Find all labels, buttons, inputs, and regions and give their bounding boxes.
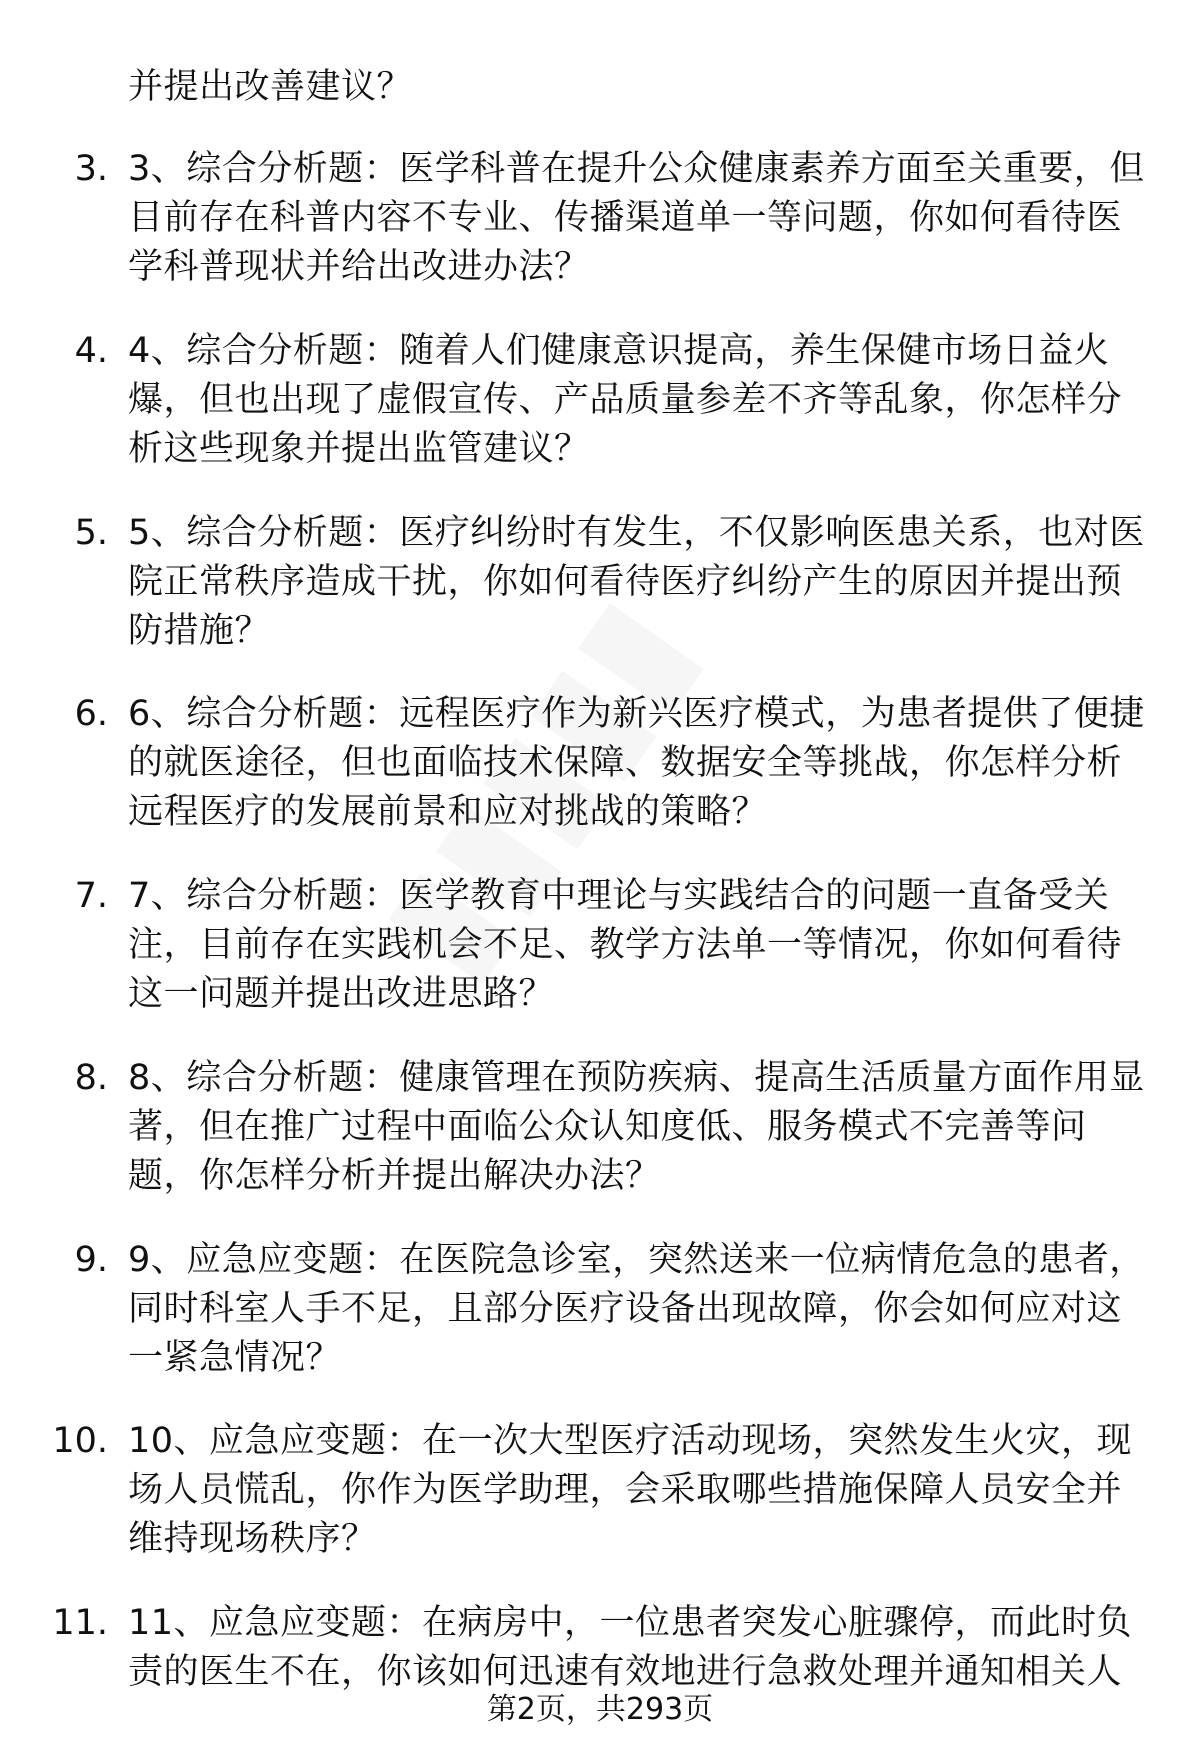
item-text <box>128 509 1145 656</box>
item-number: 5. <box>74 512 108 553</box>
item-number: 9. <box>74 1239 108 1280</box>
text-line: 6、综合分析题：远程医疗作为新兴医疗模式，为患者提供了便捷 <box>128 694 1145 735</box>
item-number: 10. <box>52 1421 108 1462</box>
text-line: 目前存在科普内容不专业、传播渠道单一等问题，你如何看待医 <box>128 198 1123 238</box>
text-line: 3、综合分析题：医学科普在提升公众健康素养方面至关重要，但 <box>128 149 1145 189</box>
text-line: 并提出改善建议？ <box>128 67 413 107</box>
text-line: 著，但在推广过程中面临公众认知度低、服务模式不完善等问 <box>128 1106 1087 1147</box>
text-line: 维持现场秩序？ <box>128 1519 377 1560</box>
text-line: 责的医生不在，你该如何迅速有效地进行急救处理并通知相关人 <box>128 1652 1123 1692</box>
text-line: 远程医疗的发展前景和应对挑战的策略？ <box>128 792 768 833</box>
item-number: 7. <box>74 876 108 916</box>
continuation-text <box>128 63 412 112</box>
text-line: 析这些现象并提出监管建议？ <box>128 428 590 469</box>
text-line: 题，你怎样分析并提出解决办法？ <box>128 1155 661 1196</box>
item-text <box>128 327 1122 474</box>
text-line: 4、综合分析题：随着人们健康意识提高，养生保健市场日益火 <box>128 330 1110 371</box>
text-line: 爆，但也出现了虚假宣传、产品质量参差不齐等乱象，你怎样分 <box>128 379 1123 420</box>
item-text <box>128 145 1145 292</box>
item-number: 6. <box>74 694 108 735</box>
item-number: 4. <box>74 330 108 371</box>
text-line: 院正常秩序造成干扰，你如何看待医疗纠纷产生的原因并提出预 <box>128 561 1123 602</box>
item-number: 3. <box>74 149 108 189</box>
item-text <box>128 1417 1132 1564</box>
text-line: 8、综合分析题：健康管理在预防疾病、提高生活质量方面作用显 <box>128 1057 1145 1098</box>
text-line: 学科普现状并给出改进办法？ <box>128 247 590 287</box>
item-number: 11. <box>52 1603 108 1643</box>
item-number: 8. <box>74 1057 108 1098</box>
text-line: 注，目前存在实践机会不足、教学方法单一等情况，你如何看待 <box>128 925 1123 965</box>
text-line: 一紧急情况？ <box>128 1337 342 1378</box>
item-text <box>128 872 1122 1019</box>
item-text <box>128 690 1145 837</box>
text-line: 的就医途径，但也面临技术保障、数据安全等挑战，你怎样分析 <box>128 743 1123 784</box>
item-text <box>128 1599 1132 1697</box>
text-line: 9、应急应变题：在医院急诊室，突然送来一位病情危急的患者， <box>128 1239 1145 1280</box>
item-text <box>128 1236 1145 1383</box>
text-line: 这一问题并提出改进思路？ <box>128 974 555 1014</box>
text-line: 5、综合分析题：医疗纠纷时有发生，不仅影响医患关系，也对医 <box>128 512 1145 553</box>
text-line: 10、应急应变题：在一次大型医疗活动现场，突然发生火灾，现 <box>128 1421 1133 1462</box>
text-line: 场人员慌乱，你作为医学助理，会采取哪些措施保障人员安全并 <box>128 1470 1123 1511</box>
page-footer: 第2页，共293页 <box>486 1692 714 1727</box>
text-line: 防措施？ <box>128 610 271 651</box>
text-line: 11、应急应变题：在病房中，一位患者突发心脏骤停，而此时负 <box>128 1603 1133 1643</box>
text-line: 同时科室人手不足，且部分医疗设备出现故障，你会如何应对这 <box>128 1288 1123 1329</box>
text-line: 7、综合分析题：医学教育中理论与实践结合的问题一直备受关 <box>128 876 1110 916</box>
item-text <box>128 1054 1145 1201</box>
